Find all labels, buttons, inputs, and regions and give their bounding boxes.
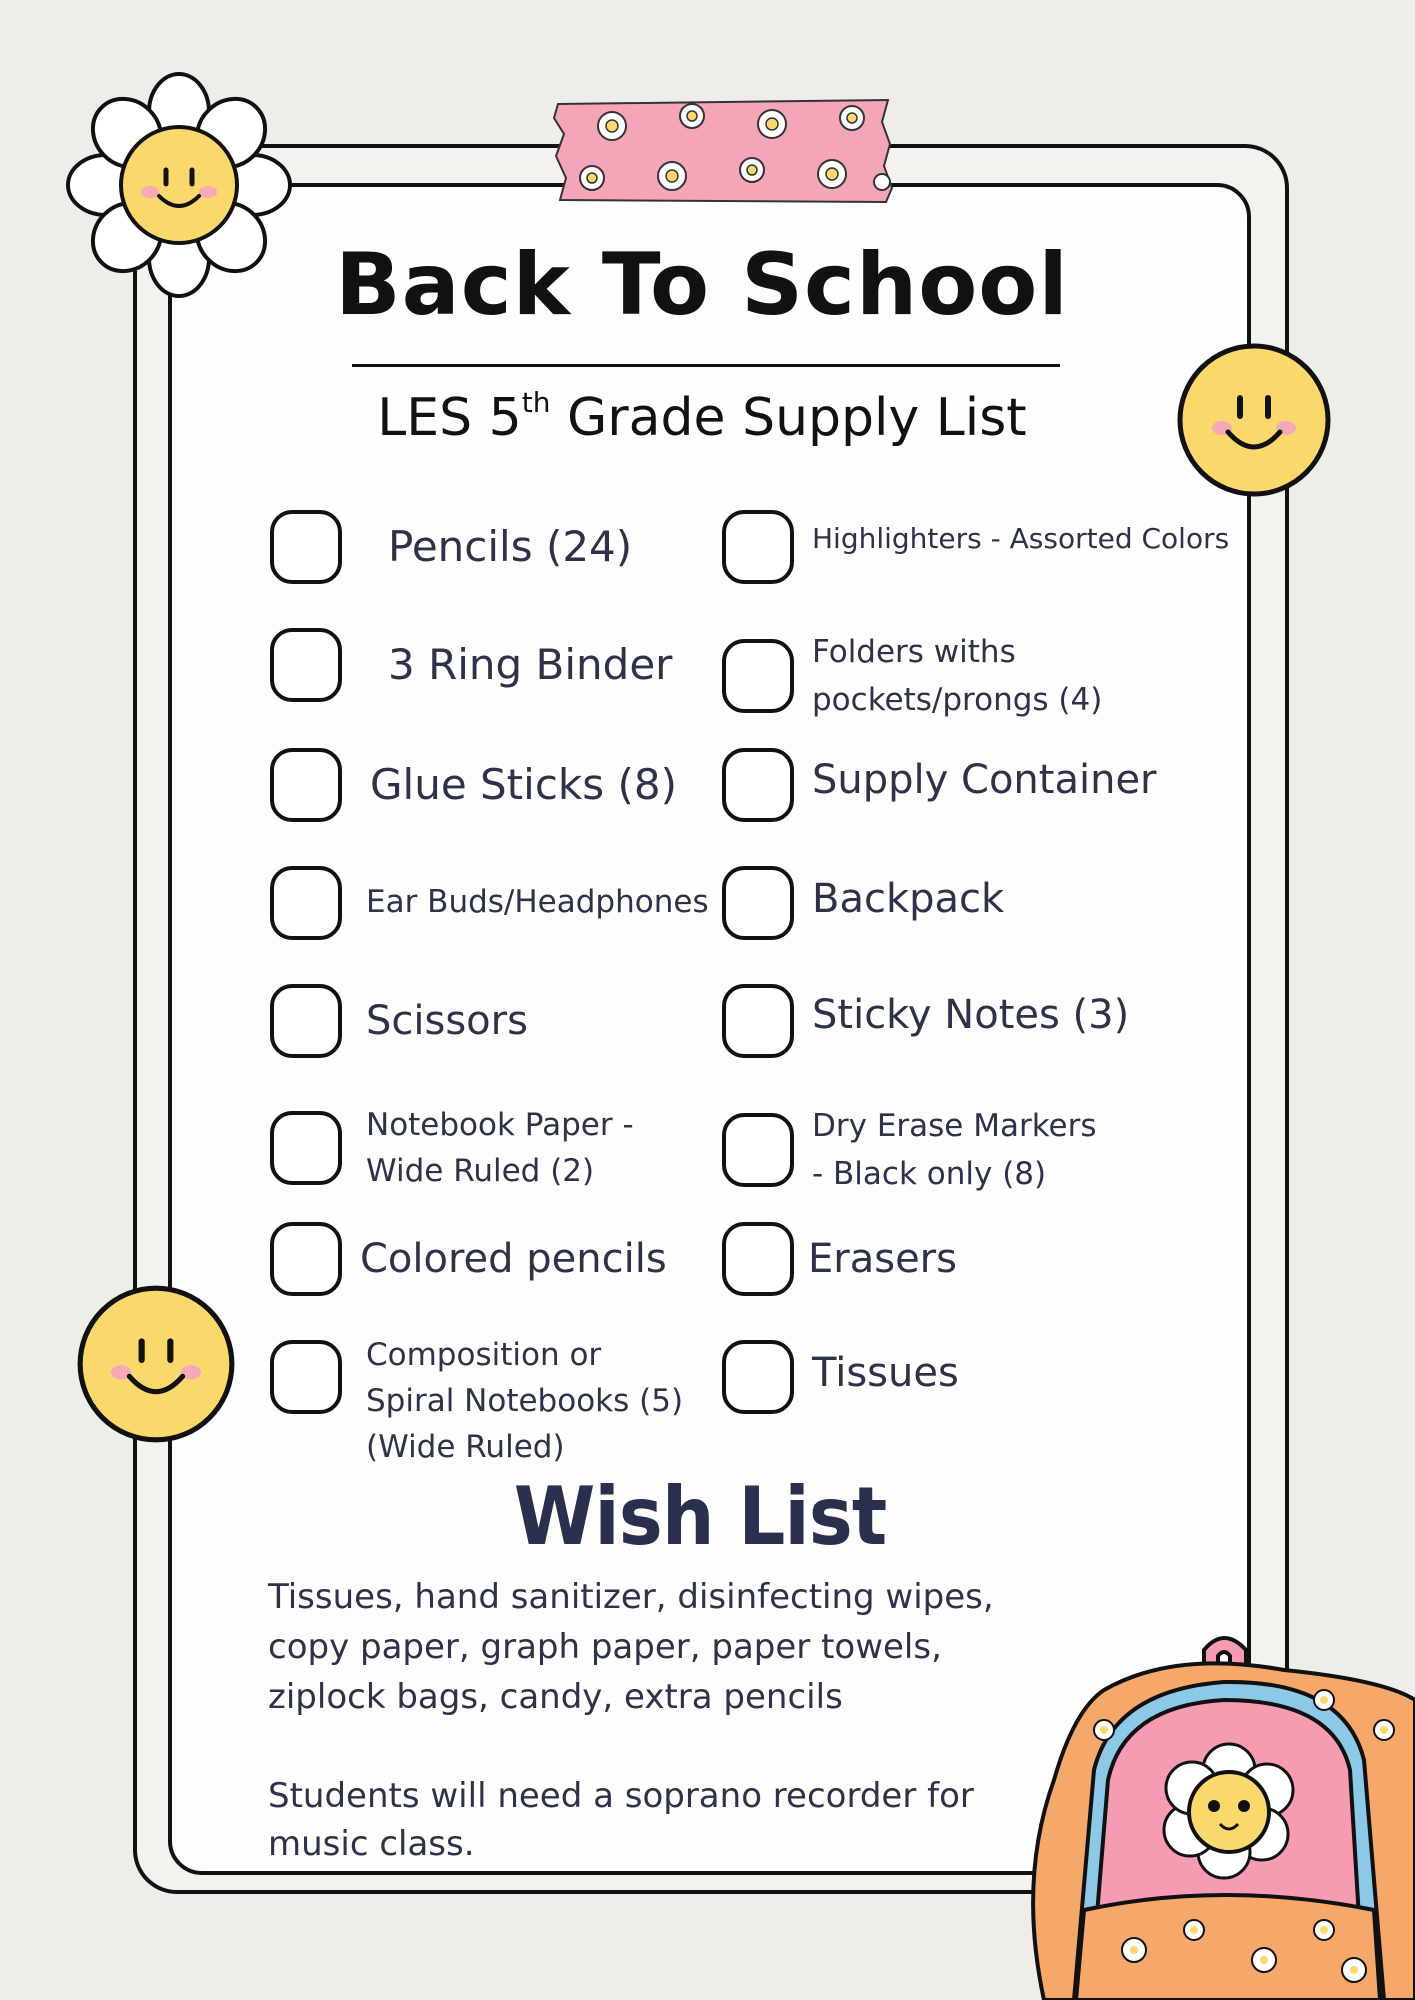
checkbox[interactable]	[270, 1340, 342, 1414]
title-divider	[352, 364, 1060, 367]
checklist-item-label: Pencils (24)	[388, 521, 633, 571]
subtitle-superscript: th	[521, 386, 551, 419]
supply-checklist	[270, 510, 1230, 1470]
checklist-item[interactable]	[270, 1102, 656, 1194]
subtitle-suffix: Grade Supply List	[550, 388, 1027, 448]
checklist-item[interactable]	[722, 510, 1229, 584]
checkbox[interactable]	[270, 984, 342, 1058]
wish-list-title: Wish List	[513, 1470, 887, 1564]
checklist-item[interactable]	[270, 984, 666, 1058]
checklist-item-label: Composition or Spiral Notebooks (5) (Wide Ruled)	[366, 1337, 684, 1465]
checklist-item[interactable]	[722, 1340, 959, 1414]
checkbox[interactable]	[722, 1222, 794, 1296]
checkbox[interactable]	[722, 1113, 794, 1187]
checklist-item[interactable]	[722, 748, 1157, 822]
checklist-item[interactable]	[722, 984, 1129, 1058]
checklist-item[interactable]	[722, 866, 1004, 940]
checklist-item-label: Supply Container	[812, 757, 1157, 803]
checkbox[interactable]	[270, 1111, 342, 1185]
recorder-note: Students will need a soprano recorder for music class.	[268, 1776, 974, 1864]
checkbox[interactable]	[270, 866, 342, 940]
checkbox[interactable]	[722, 1340, 794, 1414]
smiley-face-icon	[74, 1282, 238, 1446]
checklist-item[interactable]	[722, 628, 1112, 724]
checklist-item[interactable]	[722, 1222, 957, 1296]
checklist-item-label: Sticky Notes (3)	[812, 992, 1130, 1038]
page-subtitle	[330, 386, 1074, 448]
checklist-item-label: Glue Sticks (8)	[370, 759, 677, 809]
daisy-smiley-icon	[64, 70, 294, 300]
checklist-item-label: Erasers	[808, 1236, 957, 1282]
backpack-icon	[1024, 1630, 1415, 2000]
floral-washi-tape-icon	[552, 96, 894, 206]
checkbox[interactable]	[722, 639, 794, 713]
checklist-item-label: Tissues	[812, 1350, 959, 1396]
checkbox[interactable]	[722, 510, 794, 584]
subtitle-prefix: LES 5	[377, 388, 522, 448]
checklist-item[interactable]	[270, 510, 688, 584]
checkbox[interactable]	[722, 866, 794, 940]
wish-list-items: Tissues, hand sanitizer, disinfecting wipes, copy paper, graph paper, paper towels, ziplock bags, candy, extra pencils	[268, 1577, 994, 1717]
checklist-item-label: Ear Buds/Headphones	[366, 884, 709, 921]
checklist-item[interactable]	[722, 1102, 1112, 1198]
checklist-item-label: Scissors	[366, 998, 528, 1044]
checklist-item-label: Colored pencils	[360, 1236, 667, 1282]
checkbox[interactable]	[270, 628, 342, 702]
smiley-face-icon	[1174, 340, 1334, 500]
checklist-item-label: Backpack	[812, 876, 1005, 922]
checklist-item-label: Dry Erase Markers - Black only (8)	[812, 1108, 1097, 1192]
checkbox[interactable]	[270, 748, 342, 822]
checklist-item[interactable]	[270, 866, 709, 940]
checklist-item-label: Notebook Paper - Wide Ruled (2)	[366, 1107, 634, 1189]
checklist-item-label: 3 Ring Binder	[388, 639, 673, 689]
checkbox[interactable]	[270, 510, 342, 584]
checklist-item-label: Folders withs pockets/prongs (4)	[812, 634, 1103, 718]
checkbox[interactable]	[270, 1222, 342, 1296]
checklist-item[interactable]	[270, 748, 690, 822]
checklist-item[interactable]	[270, 1222, 680, 1296]
checkbox[interactable]	[722, 984, 794, 1058]
page-title: Back To School	[335, 235, 1069, 335]
checklist-item[interactable]	[270, 628, 688, 702]
checklist-item-label: Highlighters - Assorted Colors	[812, 522, 1230, 556]
checkbox[interactable]	[722, 748, 794, 822]
checklist-item[interactable]	[270, 1337, 686, 1470]
